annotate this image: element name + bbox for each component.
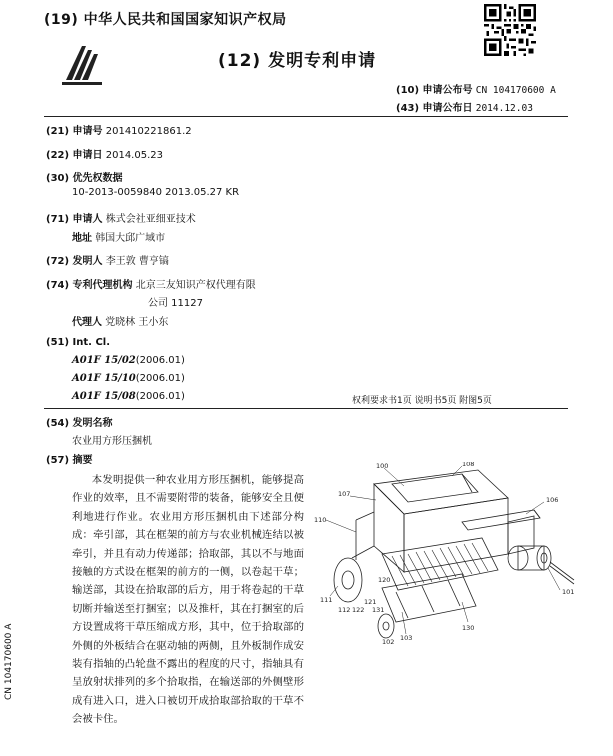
inventor-row (46, 252, 169, 267)
publication-number: CN 104170600 A (475, 85, 556, 96)
applicant-row (46, 210, 196, 225)
publication-date-label: (43) 申请公布日 (396, 103, 473, 114)
qr-code (484, 4, 536, 56)
figure-label: 102 (382, 638, 395, 646)
office-header: (19) 中华人民共和国国家知识产权局 (44, 12, 287, 28)
application-number-label: (21) 申请号 (46, 126, 103, 137)
document-type: (12) 发明专利申请 (218, 51, 377, 71)
inventors: 李王敦 曹亨镐 (105, 256, 169, 267)
agency-row (46, 276, 256, 291)
side-document-id: CN 104170600 A (4, 623, 14, 700)
agency-line1: 北京三友知识产权代理有限 (135, 280, 256, 291)
figure-label: 110 (314, 516, 327, 524)
title-label: (54) 发明名称 (46, 418, 113, 429)
intcl-code: A01F 15/10 (72, 373, 136, 384)
figure-label: 120 (378, 576, 391, 584)
application-date-label: (22) 申请日 (46, 150, 103, 161)
intcl-item (72, 391, 185, 402)
figure-label: 121 (364, 598, 377, 606)
publication-number-label: (10) 申请公布号 (396, 85, 473, 96)
pages-info: 权利要求书1页 说明书5页 附图5页 (352, 396, 492, 406)
figure-label: 107 (338, 490, 351, 498)
intcl-item (72, 373, 185, 384)
intcl-code: A01F 15/08 (72, 391, 136, 402)
figure-label: 101 (562, 588, 575, 596)
intcl-item (72, 355, 185, 366)
abstract-label: (57) 摘要 (46, 455, 93, 466)
application-number: 201410221861.2 (105, 126, 192, 137)
figure-label: 130 (462, 624, 475, 632)
inventor-label: (72) 发明人 (46, 256, 103, 267)
cnipa-logo (56, 40, 116, 90)
address-row (72, 229, 165, 244)
priority-label: (30) 优先权数据 (46, 173, 123, 184)
agency-line2: 公司 11127 (148, 298, 203, 309)
abstract-text-block (72, 471, 304, 729)
address-label: 地址 (72, 233, 92, 244)
figure-label: 122 (352, 606, 365, 614)
figure-label: 108 (462, 462, 475, 468)
intcl-version: (2006.01) (135, 355, 185, 366)
invention-title: 农业用方形压捆机 (72, 436, 152, 447)
application-number-row (46, 122, 192, 137)
publication-date-row (396, 99, 533, 114)
agency-label: (74) 专利代理机构 (46, 280, 133, 291)
figure-label: 103 (400, 634, 413, 642)
abstract-paragraph: 本发明提供一种农业用方形压捆机，能够提高作业的效率，且不需要附带的装备，能够安全且便利地进行作业。农业用方形压捆机由下述部分构成：牵引部，其在框架的前方与农业机械连结以被牵引，并且有动力传递部；拾取部，其以不与地面接触的方式设在框架的前方的一侧，以卷起干草；输送部，其设在拾取部的后方，用于将卷起的干草切断并输送至打捆室；以及推杆，其在打捆室的后方设置成将干草压缩成方形，其中，位于拾取部的外侧的外板结合在驱动轴的两侧，且外板制作成安装有指轴的凸轮盘不露出的程度的尺寸，指轴具有呈放射状排列的多个拾取指，在输送部的外侧壁形成有进入口，进入口被切开成拾取部拾取的干草不会被卡住。 (72, 474, 304, 726)
intcl-version: (2006.01) (135, 373, 185, 384)
figure-label: 100 (376, 462, 389, 470)
figure-label: 112 (338, 606, 351, 614)
application-date: 2014.05.23 (105, 150, 163, 161)
header-rule (44, 116, 568, 117)
publication-number-row (396, 81, 556, 96)
section-rule (44, 408, 568, 409)
applicant: 株式会社亚细亚技术 (105, 214, 196, 225)
applicant-label: (71) 申请人 (46, 214, 103, 225)
publication-date: 2014.12.03 (475, 103, 533, 114)
figure-label: 111 (320, 596, 333, 604)
agent-row (72, 313, 168, 328)
application-date-row (46, 146, 163, 161)
priority-data: 10-2013-0059840 2013.05.27 KR (72, 187, 240, 198)
agents: 党晓林 王小东 (105, 317, 169, 328)
address: 韩国大邱广域市 (95, 233, 166, 244)
intcl-label: (51) Int. Cl. (46, 337, 111, 348)
baler-figure (312, 462, 580, 647)
figure-label: 106 (546, 496, 559, 504)
intcl-version: (2006.01) (135, 391, 185, 402)
figure-label: 131 (372, 606, 385, 614)
intcl-code: A01F 15/02 (72, 355, 136, 366)
agent-label: 代理人 (72, 317, 102, 328)
